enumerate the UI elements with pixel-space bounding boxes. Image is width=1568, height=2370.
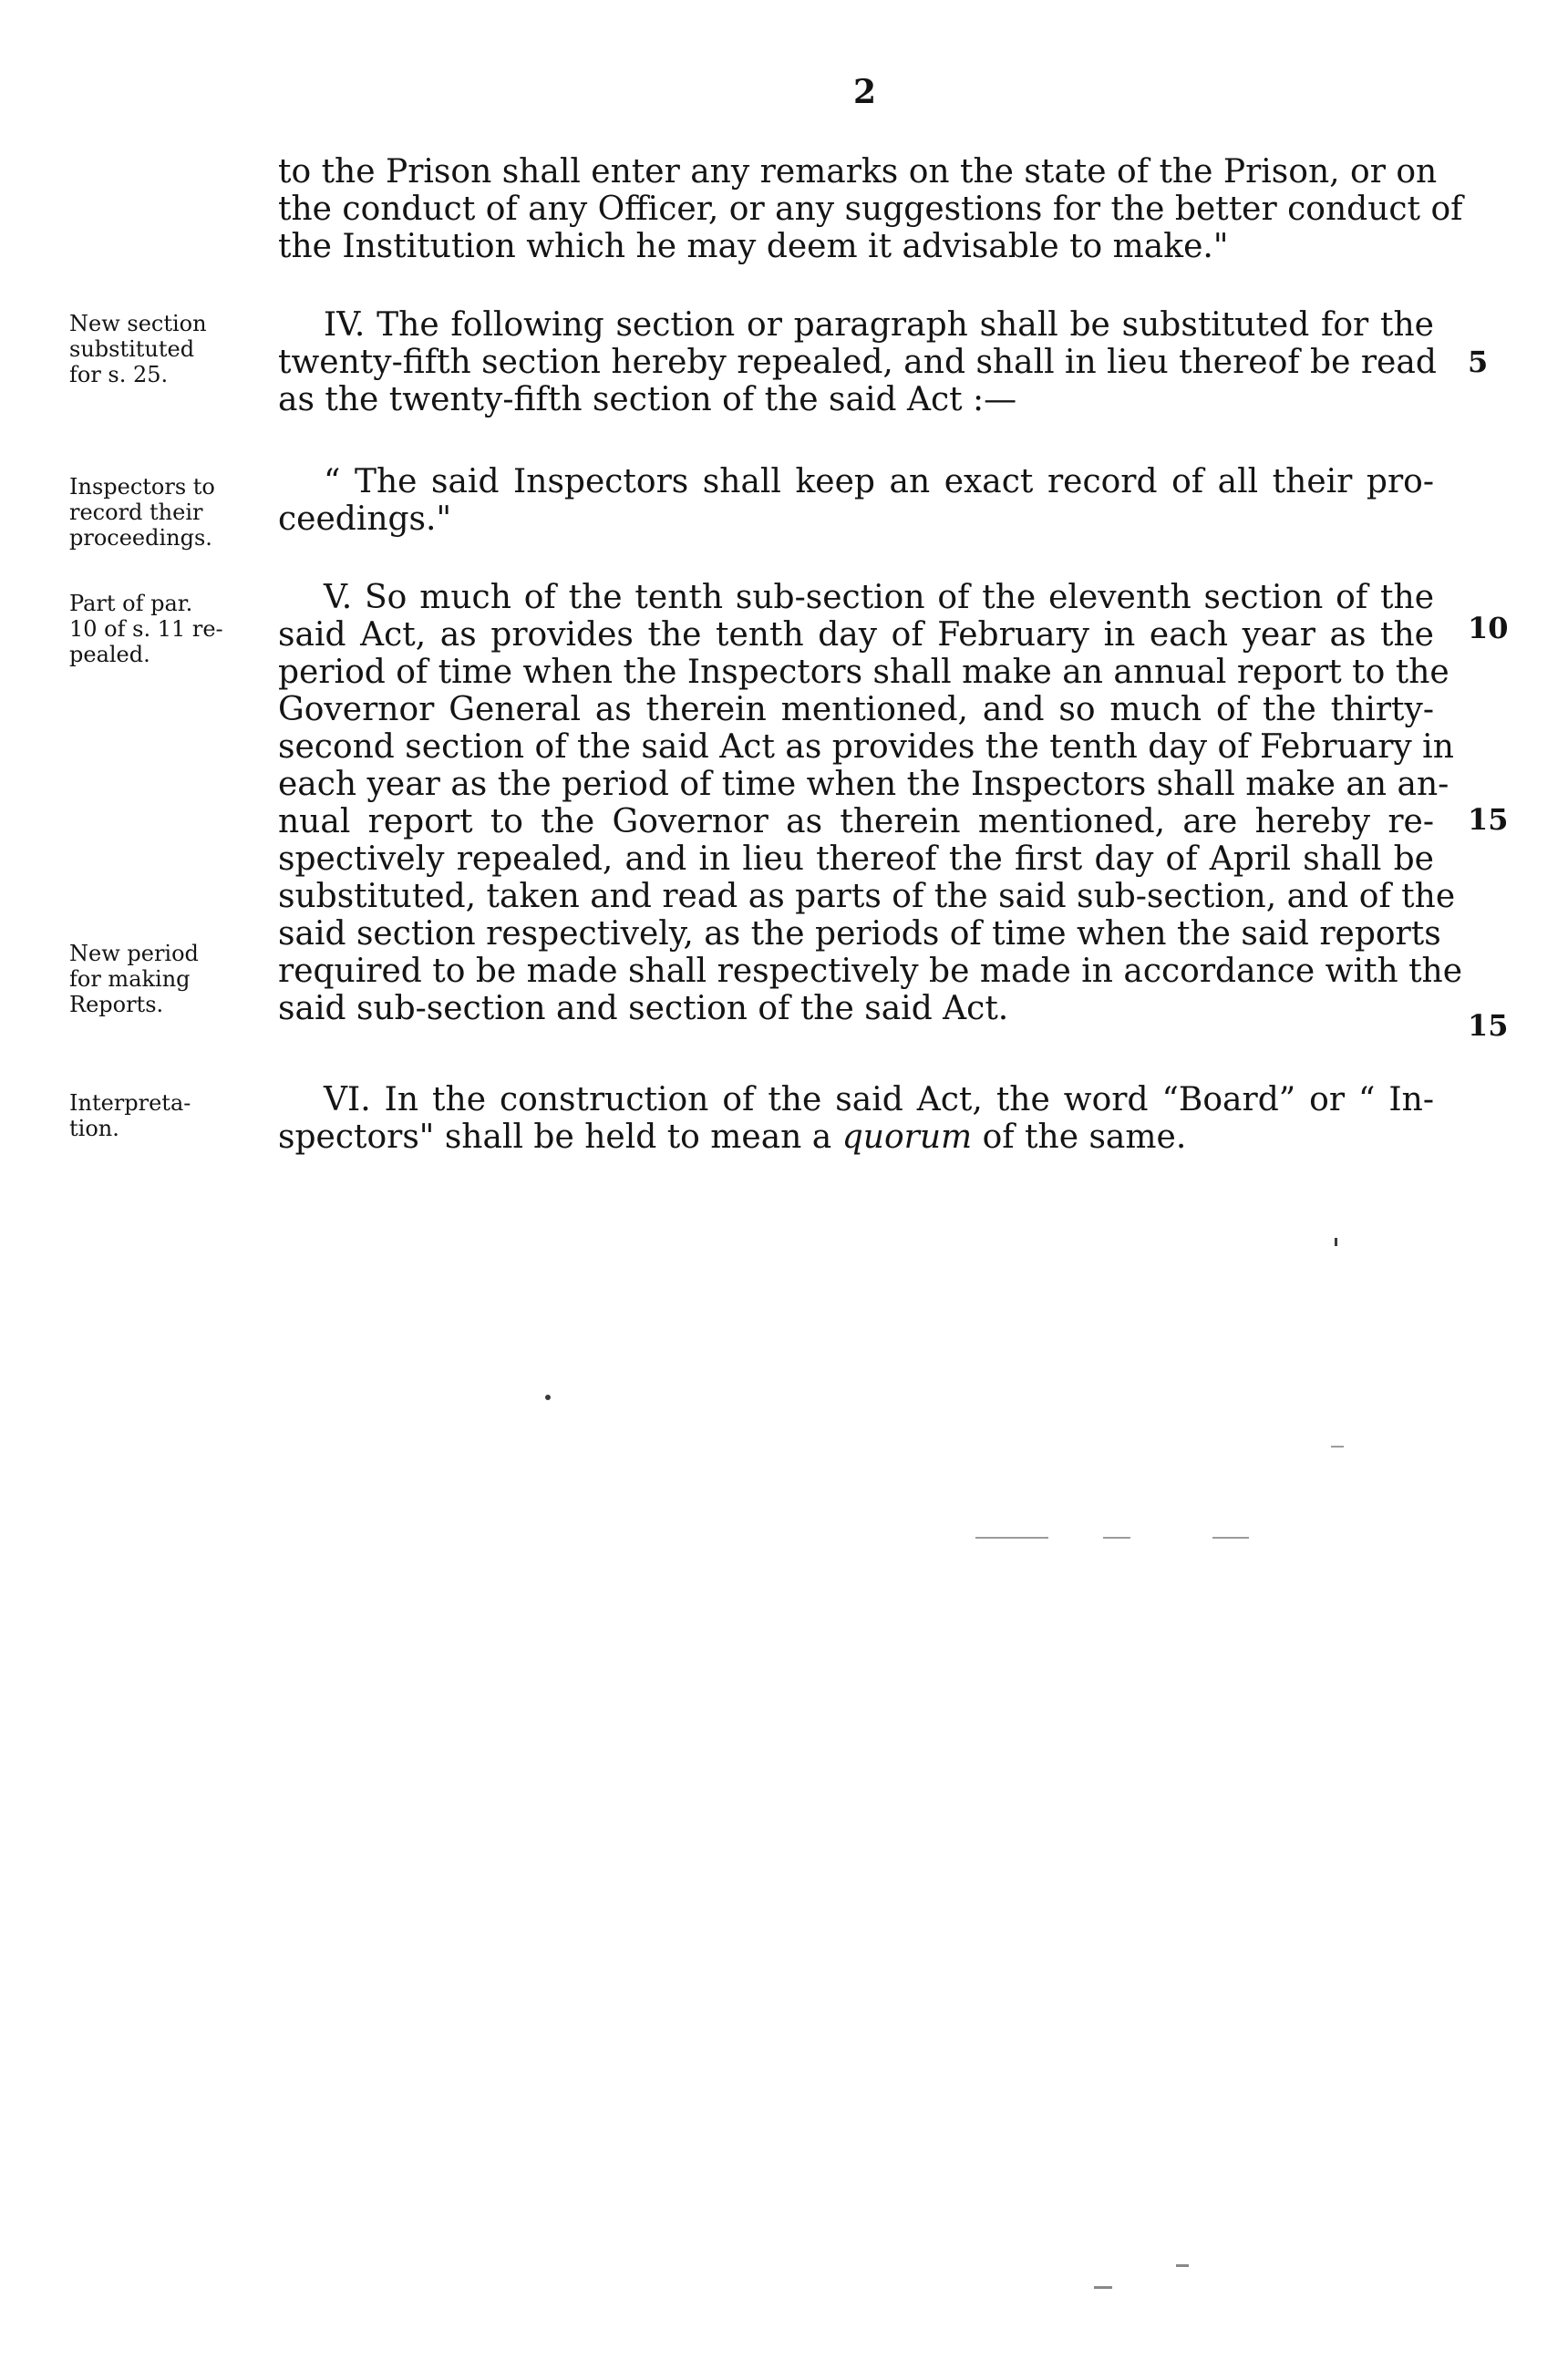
margin-note-part-of-par bbox=[69, 591, 261, 667]
text-line: the Institution which he may deem it advisable to make." bbox=[278, 228, 1229, 265]
text-fragment: of the same. bbox=[972, 1118, 1187, 1156]
text-line: to the Prison shall enter any remarks on the state of the Prison, or on bbox=[278, 153, 1438, 191]
italic-quorum: quorum bbox=[841, 1118, 973, 1156]
margin-note-line: New section bbox=[69, 311, 207, 336]
margin-note-line: tion. bbox=[69, 1116, 119, 1141]
scan-speck bbox=[975, 1537, 1048, 1539]
text-line bbox=[278, 1118, 1434, 1156]
paragraph-quoted-section bbox=[278, 463, 1434, 538]
margin-note-inspectors-record bbox=[69, 474, 261, 551]
margin-note-line: for s. 25. bbox=[69, 362, 169, 387]
margin-note-line: 10 of s. 11 re- bbox=[69, 616, 223, 642]
margin-note-line: Inspectors to bbox=[69, 474, 215, 500]
text-line: second section of the said Act as provides the tenth day of February in bbox=[278, 728, 1454, 766]
text-fragment: spectors" shall be held to mean a bbox=[278, 1118, 842, 1156]
scan-speck bbox=[1335, 1238, 1337, 1246]
text-line: said Act, as provides the tenth day of February in each year as the bbox=[278, 616, 1434, 654]
margin-note-line: Part of par. bbox=[69, 591, 193, 616]
scan-speck bbox=[1103, 1537, 1130, 1539]
text-line: as the twenty-fifth section of the said Act :— bbox=[278, 381, 1017, 418]
scan-speck bbox=[1094, 2286, 1112, 2289]
margin-note-line: record their bbox=[69, 500, 203, 525]
scan-speck bbox=[545, 1395, 551, 1400]
scan-speck bbox=[1331, 1446, 1344, 1448]
paragraph-continuation bbox=[278, 153, 1463, 265]
text-line: substituted, taken and read as parts of the said sub-section, and of the bbox=[278, 878, 1456, 915]
line-number: 15 bbox=[1468, 802, 1509, 837]
margin-note-line: for making bbox=[69, 966, 191, 992]
margin-note-interpretation bbox=[69, 1090, 261, 1141]
text-line: VI. In the construction of the said Act, the word “Board” or “ In- bbox=[324, 1081, 1434, 1118]
margin-note-line: proceedings. bbox=[69, 525, 212, 551]
line-number: 10 bbox=[1468, 611, 1509, 645]
text-line: the conduct of any Officer, or any suggestions for the better conduct of bbox=[278, 191, 1463, 228]
scan-speck bbox=[1176, 2264, 1189, 2267]
text-line: twenty-fifth section hereby repealed, and shall in lieu thereof be read bbox=[278, 344, 1437, 381]
page-number: 2 bbox=[853, 73, 877, 111]
margin-note-line: Reports. bbox=[69, 992, 164, 1017]
margin-note-line: Interpreta- bbox=[69, 1090, 191, 1116]
text-line: IV. The following section or paragraph shall be substituted for the bbox=[324, 306, 1434, 344]
text-line: said sub-section and section of the said Act. bbox=[278, 990, 1009, 1027]
text-line: said section respectively, as the periods of time when the said reports bbox=[278, 915, 1441, 953]
text-line: ceedings." bbox=[278, 500, 452, 538]
text-line: period of time when the Inspectors shall make an annual report to the bbox=[278, 654, 1449, 691]
text-line: required to be made shall respectively be made in accordance with the bbox=[278, 953, 1463, 990]
text-line: “ The said Inspectors shall keep an exact record of all their pro- bbox=[324, 463, 1434, 500]
text-line: spectively repealed, and in lieu thereof the first day of April shall be bbox=[278, 840, 1434, 878]
paragraph-section-v bbox=[278, 579, 1463, 1027]
margin-note-line: New period bbox=[69, 941, 199, 966]
text-line: V. So much of the tenth sub-section of the eleventh section of the bbox=[324, 579, 1434, 616]
text-line: Governor General as therein mentioned, and so much of the thirty- bbox=[278, 691, 1434, 728]
text-line: nual report to the Governor as therein mentioned, are hereby re- bbox=[278, 803, 1434, 840]
line-number: 5 bbox=[1468, 345, 1489, 379]
paragraph-section-vi bbox=[278, 1081, 1434, 1156]
margin-note-new-section bbox=[69, 311, 261, 387]
margin-note-line: substituted bbox=[69, 336, 195, 362]
scan-speck bbox=[1212, 1537, 1249, 1539]
margin-note-new-period bbox=[69, 941, 261, 1017]
margin-note-line: pealed. bbox=[69, 642, 150, 667]
paragraph-section-iv bbox=[278, 306, 1437, 418]
text-line: each year as the period of time when the Inspectors shall make an an- bbox=[278, 766, 1449, 803]
line-number: 15 bbox=[1468, 1008, 1509, 1043]
